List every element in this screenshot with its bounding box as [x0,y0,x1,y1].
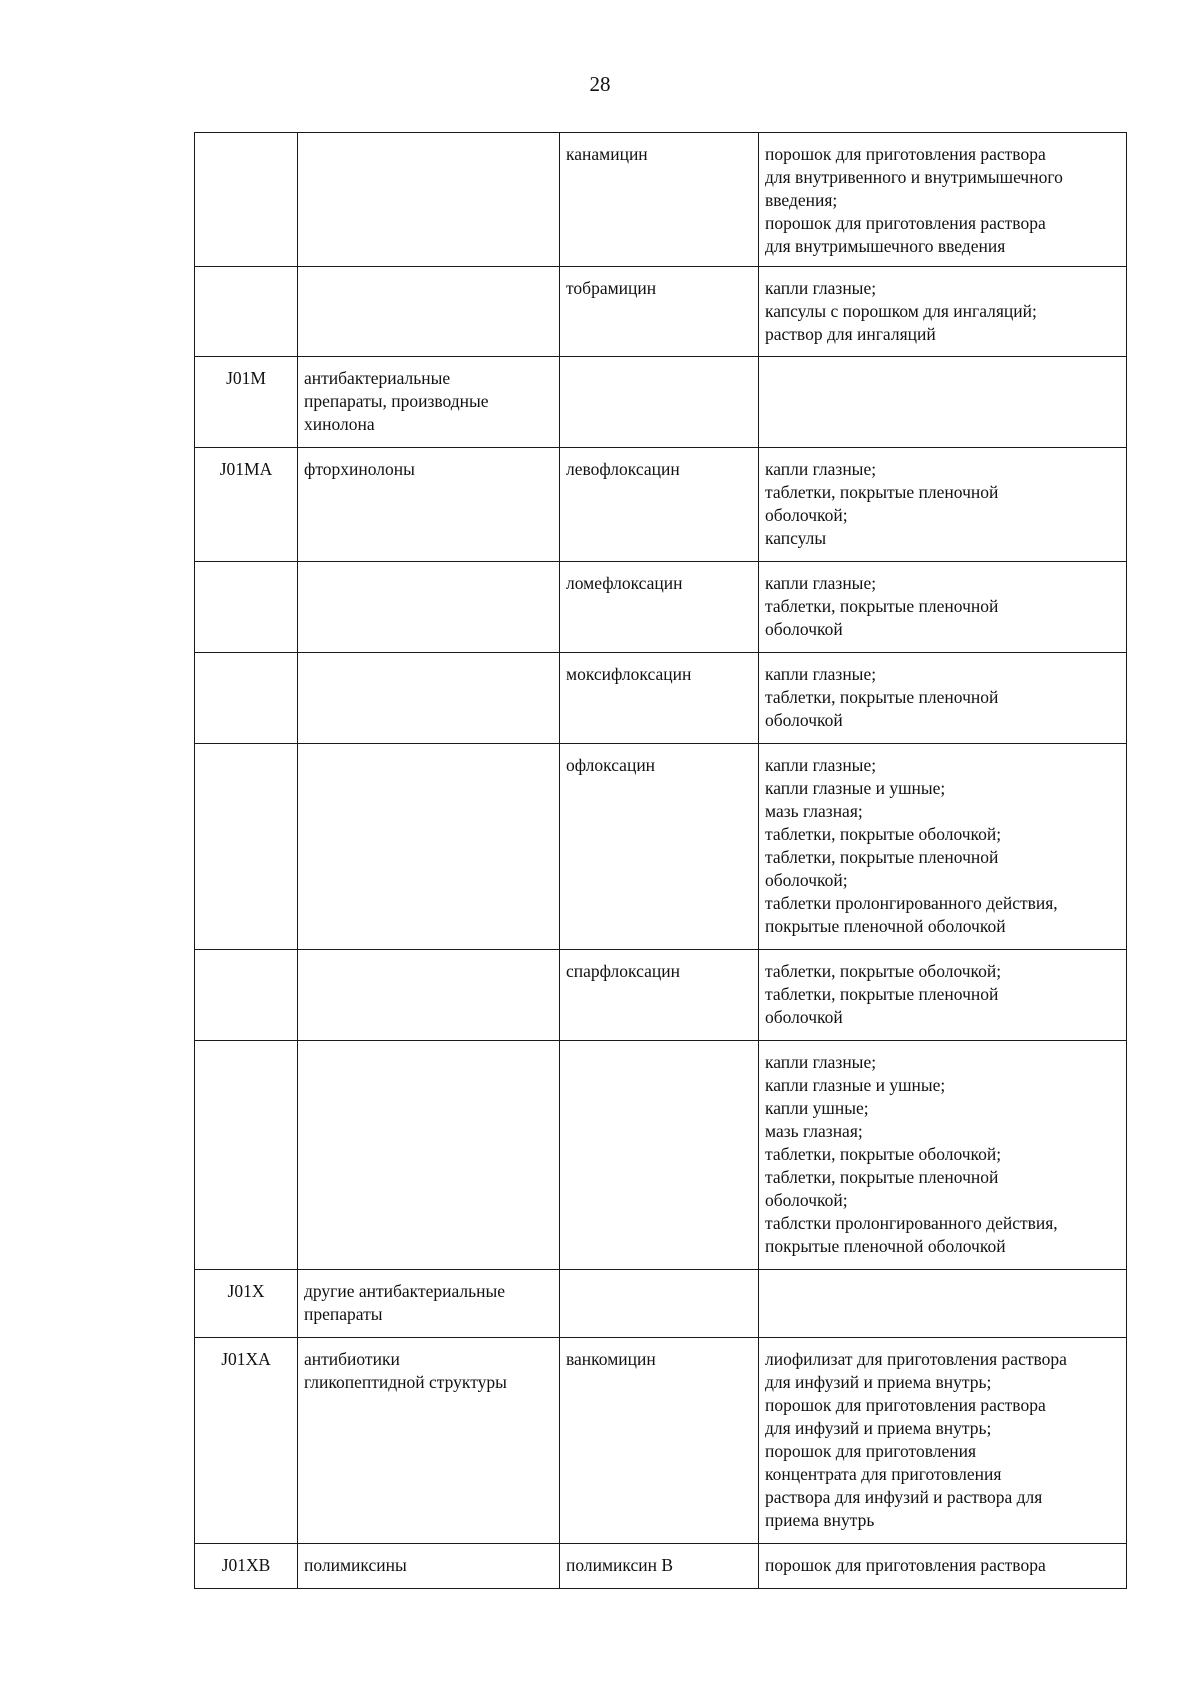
dosage-forms-cell: капли глазные; таблетки, покрытые пленочной оболочкой; капсулы [759,448,1127,562]
drug-name-cell: левофлоксацин [560,448,759,562]
group-name-cell: антибактериальные препараты, производные хинолона [298,357,560,448]
group-name-cell [298,562,560,653]
group-name-cell: антибиотики гликопептидной структуры [298,1338,560,1544]
dosage-forms-cell: капли глазные; таблетки, покрытые пленочной оболочкой [759,653,1127,744]
table-row [195,1544,1127,1589]
table-row [195,653,1127,744]
dosage-forms-cell [759,1270,1127,1338]
atc-code-cell [195,950,298,1041]
group-name-cell [298,744,560,950]
atc-code-cell: J01XA [195,1338,298,1544]
dosage-forms-cell: порошок для приготовления раствора для внутривенного и внутримышечного введения; порошок для приготовления раствора для внутримышечного введения [759,133,1127,267]
group-name-cell: фторхинолоны [298,448,560,562]
drug-name-cell: ванкомицин [560,1338,759,1544]
group-name-cell: другие антибактериальные препараты [298,1270,560,1338]
table-row [195,267,1127,357]
drug-name-cell: полимиксин B [560,1544,759,1589]
table-row [195,1270,1127,1338]
table-row [195,744,1127,950]
dosage-forms-cell: таблетки, покрытые оболочкой; таблетки, покрытые пленочной оболочкой [759,950,1127,1041]
drug-name-cell: моксифлоксацин [560,653,759,744]
atc-code-cell: J01M [195,357,298,448]
dosage-forms-cell: капли глазные; таблетки, покрытые пленочной оболочкой [759,562,1127,653]
atc-code-cell [195,562,298,653]
dosage-forms-cell: капли глазные; капсулы с порошком для ингаляций; раствор для ингаляций [759,267,1127,357]
atc-code-cell [195,133,298,267]
table-row [195,133,1127,267]
drug-name-cell: офлоксацин [560,744,759,950]
atc-code-cell: J01XB [195,1544,298,1589]
table-row [195,562,1127,653]
drug-table [194,132,1127,1589]
atc-code-cell: J01X [195,1270,298,1338]
table-row [195,1338,1127,1544]
dosage-forms-cell: капли глазные; капли глазные и ушные; мазь глазная; таблетки, покрытые оболочкой; таблетки, покрытые пленочной оболочкой; таблетки пролонгированного действия, покрытые пленочной оболочкой [759,744,1127,950]
atc-code-cell: J01MA [195,448,298,562]
group-name-cell [298,950,560,1041]
drug-name-cell: ломефлоксацин [560,562,759,653]
table-row [195,357,1127,448]
drug-name-cell: канамицин [560,133,759,267]
drug-name-cell [560,357,759,448]
drug-name-cell [560,1041,759,1270]
drug-name-cell [560,1270,759,1338]
table-row [195,448,1127,562]
dosage-forms-cell [759,357,1127,448]
group-name-cell [298,267,560,357]
atc-code-cell [195,267,298,357]
group-name-cell [298,653,560,744]
page-number: 28 [589,72,611,96]
dosage-forms-cell: лиофилизат для приготовления раствора для инфузий и приема внутрь; порошок для приготовления раствора для инфузий и приема внутрь; порошок для приготовления концентрата для приготовления раствора для инфузий и раствора для приема внутрь [759,1338,1127,1544]
table-row [195,950,1127,1041]
drug-name-cell: тобрамицин [560,267,759,357]
atc-code-cell [195,744,298,950]
table-row [195,1041,1127,1270]
atc-code-cell [195,1041,298,1270]
group-name-cell [298,1041,560,1270]
dosage-forms-cell: капли глазные; капли глазные и ушные; капли ушные; мазь глазная; таблетки, покрытые оболочкой; таблетки, покрытые пленочной оболочкой; таблстки пролонгированного действия, покрытые пленочной оболочкой [759,1041,1127,1270]
group-name-cell: полимиксины [298,1544,560,1589]
group-name-cell [298,133,560,267]
drug-name-cell: спарфлоксацин [560,950,759,1041]
atc-code-cell [195,653,298,744]
dosage-forms-cell: порошок для приготовления раствора [759,1544,1127,1589]
